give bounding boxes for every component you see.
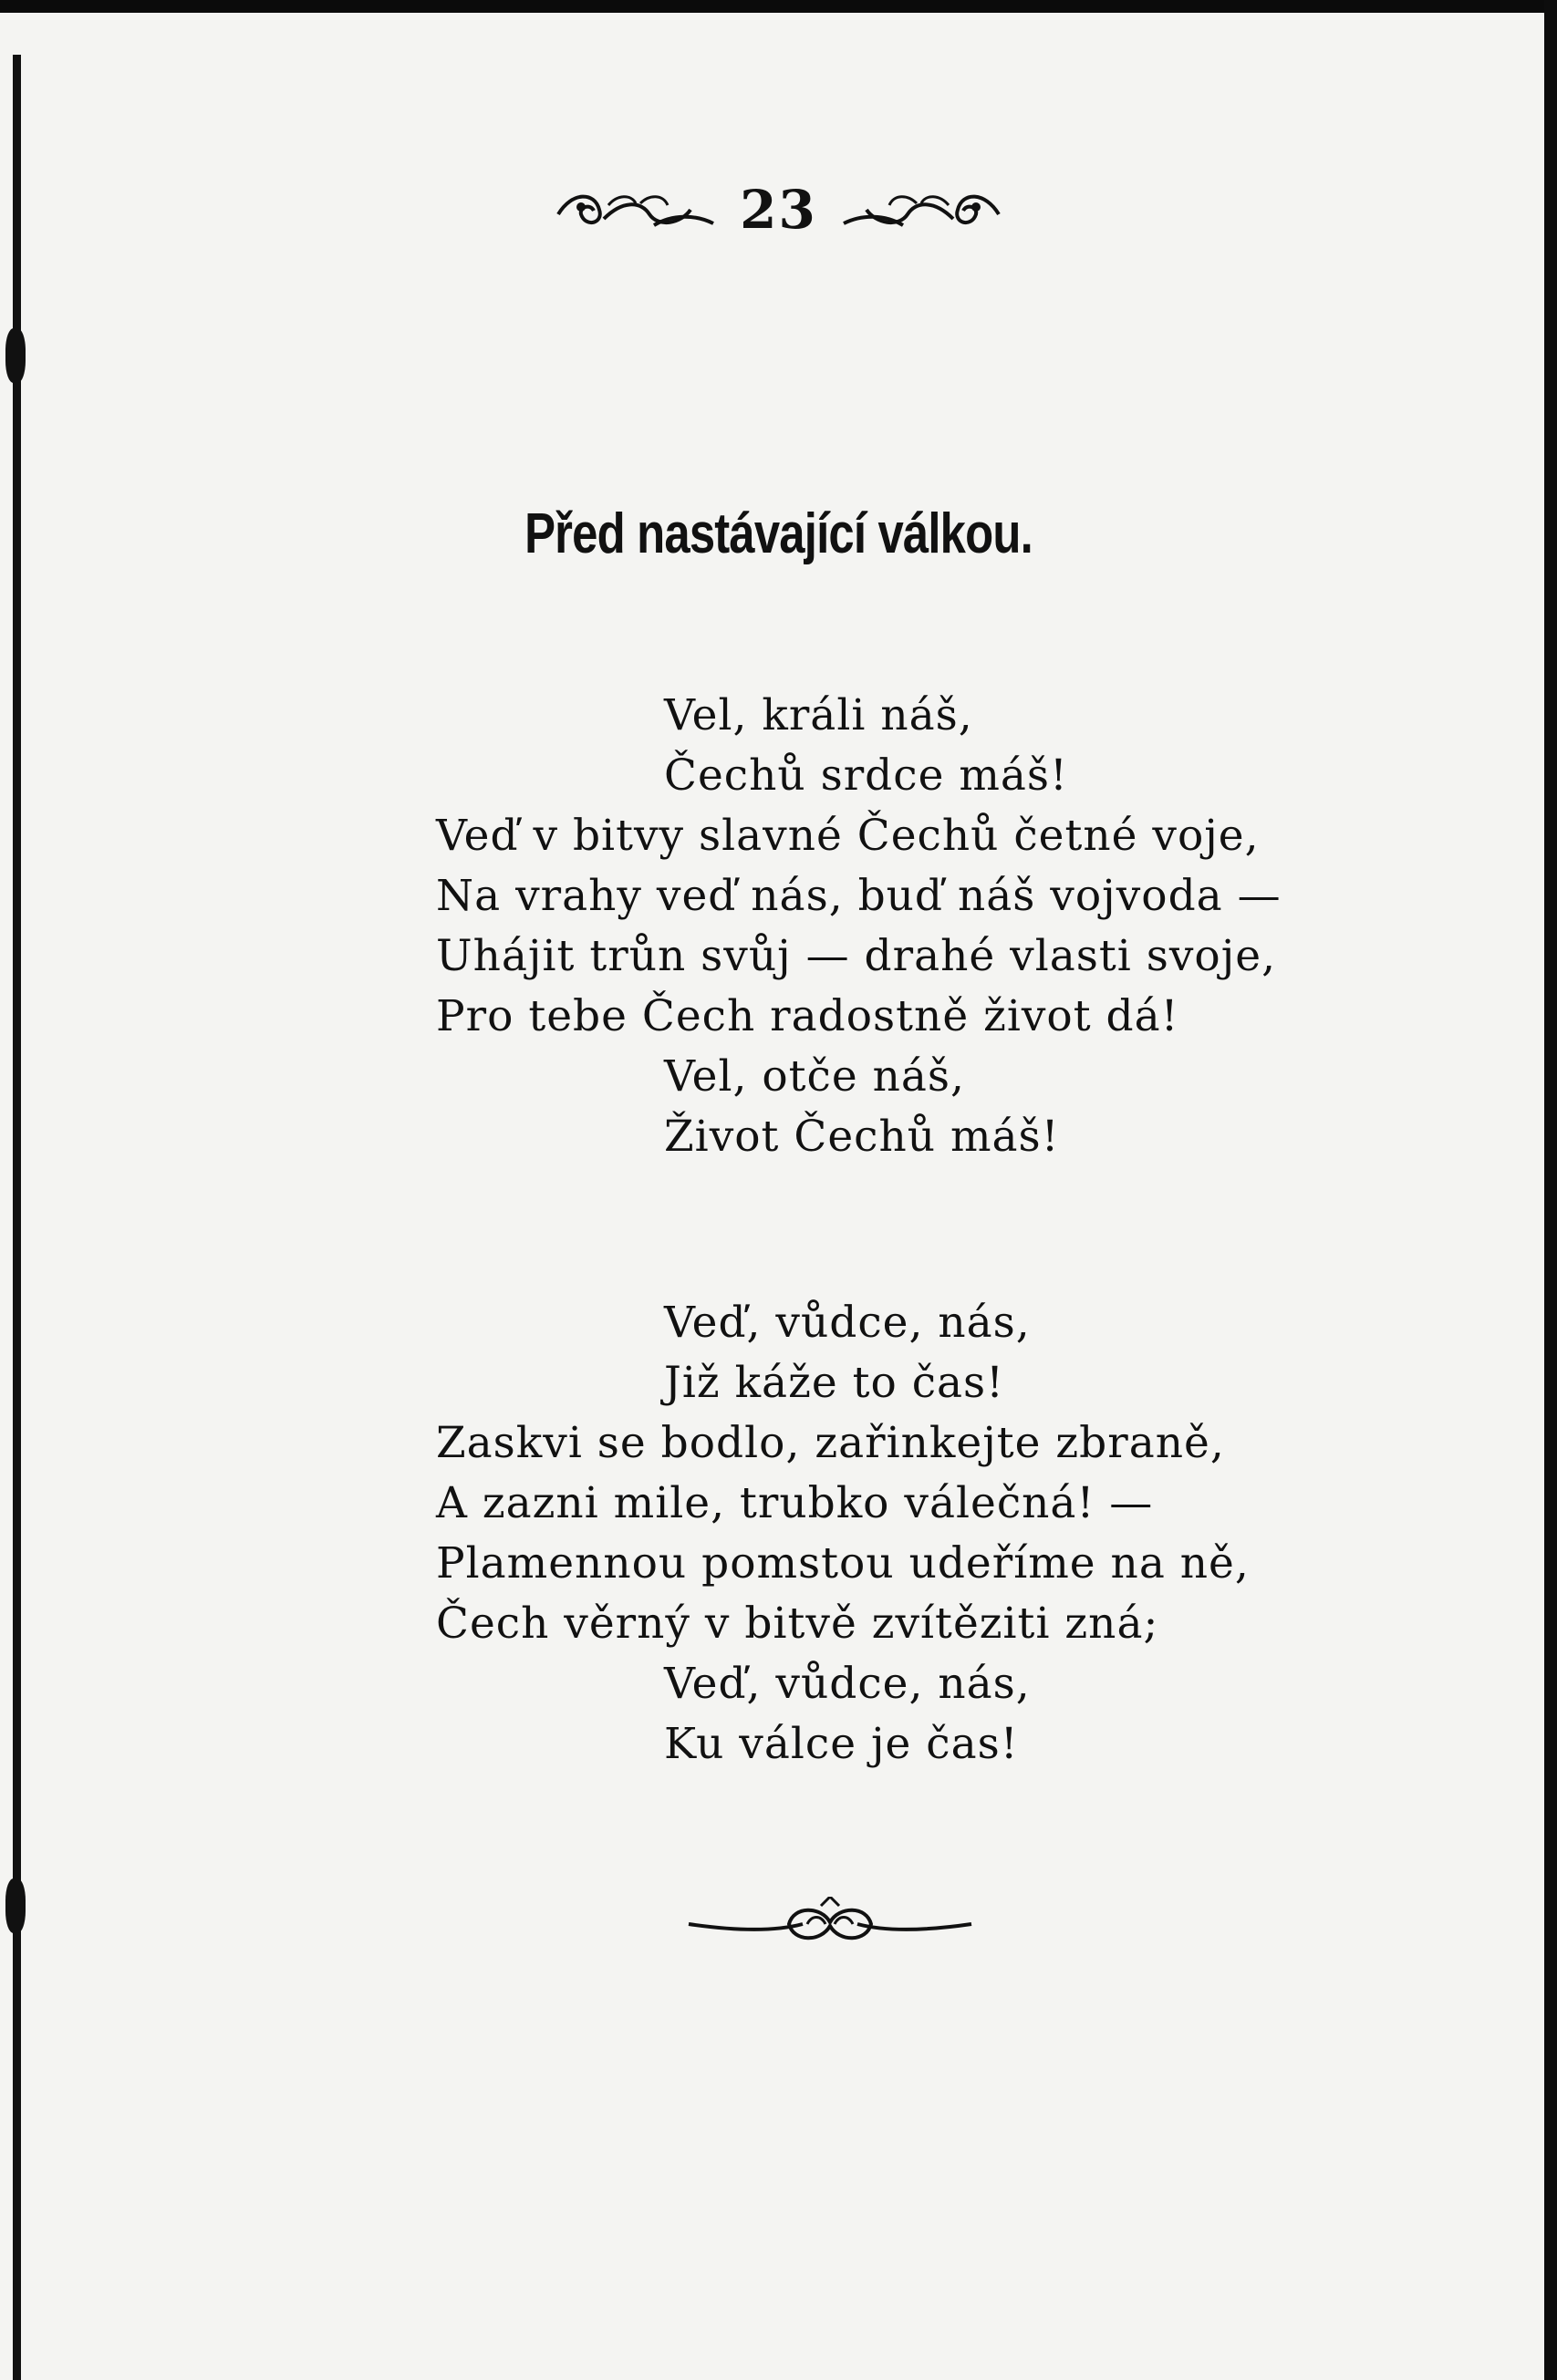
page-number: 23 bbox=[740, 179, 817, 241]
page-header bbox=[0, 173, 1557, 246]
verse-line: Čechů srdce máš! bbox=[664, 750, 1068, 801]
verse-line: Veď, vůdce, nás, bbox=[664, 1659, 1031, 1709]
verse-line: Čech věrný v bitvě zvítěziti zná; bbox=[436, 1599, 1159, 1649]
verse-line: Život Čechů máš! bbox=[664, 1112, 1060, 1162]
verse-line: Pro tebe Čech radostně život dá! bbox=[436, 991, 1179, 1041]
verse-line: Již káže to čas! bbox=[664, 1358, 1005, 1408]
scan-top-border bbox=[0, 0, 1557, 13]
stanza-1 bbox=[436, 686, 1282, 1167]
verse-line: Vel, králi náš, bbox=[664, 690, 973, 740]
verse-line: Plamennou pomstou udeříme na ně, bbox=[436, 1538, 1250, 1588]
verse-line: Ku válce je čas! bbox=[664, 1719, 1019, 1769]
verse-line: Veď, vůdce, nás, bbox=[664, 1298, 1031, 1348]
right-ornament-icon bbox=[839, 187, 1003, 233]
tailpiece-ornament-icon bbox=[684, 1897, 976, 1955]
verse-line: Zaskvi se bodlo, zařinkejte zbraně, bbox=[436, 1418, 1225, 1468]
verse-line: Na vrahy veď nás, buď náš vojvoda — bbox=[436, 871, 1282, 921]
poem-title: Před nastávající válkou. bbox=[524, 502, 1033, 565]
stanza-2 bbox=[436, 1293, 1257, 1775]
verse-line: A zazni mile, trubko válečná! — bbox=[436, 1478, 1154, 1528]
scan-right-border bbox=[1544, 0, 1557, 2380]
left-ornament-icon bbox=[554, 187, 718, 233]
verse-line: Veď v bitvy slavné Čechů četné voje, bbox=[436, 811, 1260, 861]
binding-edge bbox=[13, 55, 21, 2380]
verse-line: Vel, otče náš, bbox=[664, 1051, 965, 1102]
verse-line: Uhájit trůn svůj — drahé vlasti svoje, bbox=[436, 931, 1277, 981]
